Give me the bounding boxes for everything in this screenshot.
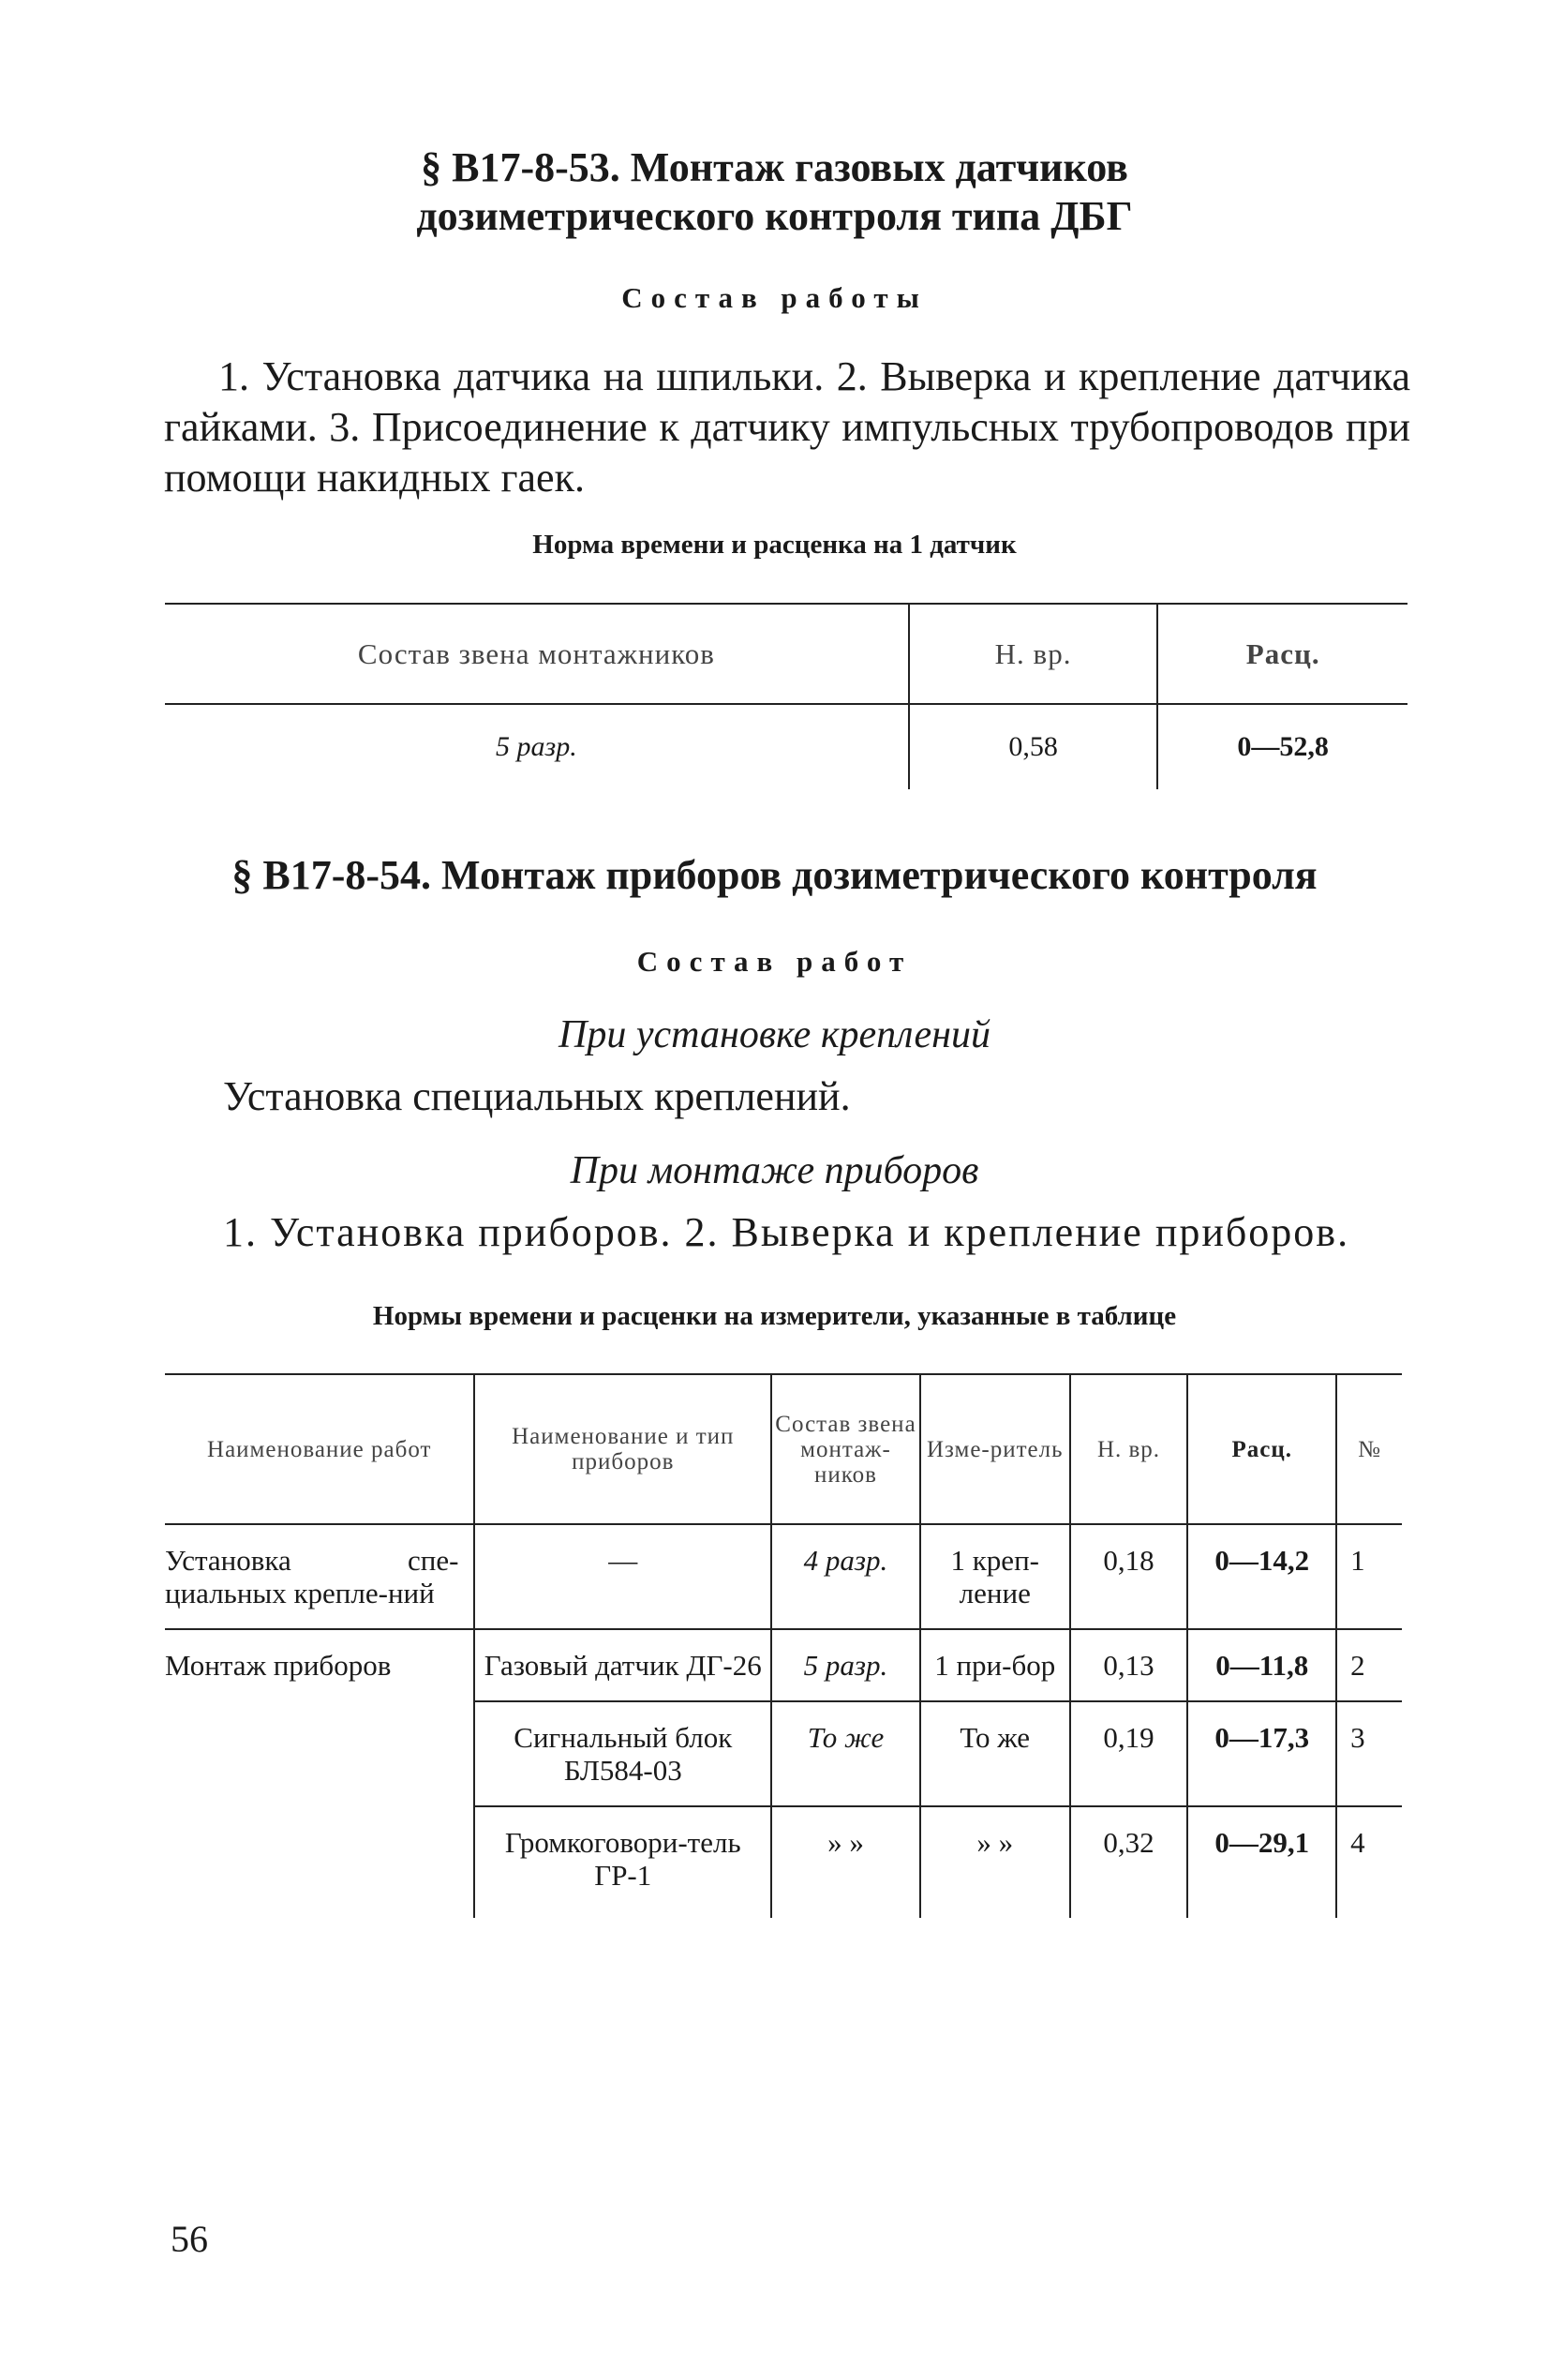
header-rate: Расц.: [1157, 604, 1408, 704]
cell-device-type: Громкоговори-тель ГР-1: [474, 1806, 771, 1918]
cell-rate: 0—29,1: [1187, 1806, 1336, 1918]
section-2-sub2-text: 1. Установка приборов. 2. Выверка и крепление приборов.: [223, 1209, 1350, 1255]
header-device-type: Наименование и тип приборов: [474, 1374, 771, 1524]
header-time-norm: Н. вр.: [1070, 1374, 1188, 1524]
cell-number: 3: [1336, 1701, 1402, 1806]
header-unit: Изме-ритель: [920, 1374, 1070, 1524]
cell-time-norm: 0,32: [1070, 1806, 1188, 1918]
cell-number: 1: [1336, 1524, 1402, 1629]
cell-rate: 0—11,8: [1187, 1629, 1336, 1701]
cell-crew: То же: [771, 1701, 920, 1806]
header-work-name: Наименование работ: [165, 1374, 474, 1524]
cell-crew: 5 разр.: [771, 1629, 920, 1701]
page-number: 56: [171, 2218, 208, 2260]
section-2-sub1-text: Установка специальных креплений.: [223, 1073, 851, 1119]
table-header-row: [165, 604, 1408, 704]
section-2-table-caption: Нормы времени и расценки на измерители, указанные в таблице: [372, 1301, 1177, 1331]
cell-unit: 1 креп-ление: [920, 1524, 1070, 1629]
table-row: [165, 1701, 1402, 1806]
cell-time-norm: 0,13: [1070, 1629, 1188, 1701]
cell-number: 2: [1336, 1629, 1402, 1701]
section-2-norms-table: [165, 1373, 1402, 1918]
cell-unit: » »: [920, 1806, 1070, 1918]
section-2-title: § В17-8-54. Монтаж приборов дозиметрического контроля: [231, 852, 1318, 898]
cell-work-name: Монтаж приборов: [165, 1649, 392, 1682]
cell-unit: 1 при-бор: [920, 1629, 1070, 1701]
cell-rate: 0—17,3: [1187, 1701, 1336, 1806]
section-2-sub1-heading: При установке креплений: [559, 1013, 990, 1056]
header-rate: Расц.: [1187, 1374, 1336, 1524]
cell-crew: 4 разр.: [771, 1524, 920, 1629]
section-1-norms-table: [165, 603, 1408, 789]
cell-device-type: —: [474, 1524, 771, 1629]
header-time-norm: Н. вр.: [909, 604, 1158, 704]
table-row: [165, 704, 1408, 789]
table-row: [165, 1806, 1402, 1918]
cell-crew: 5 разр.: [496, 731, 577, 762]
cell-work-name: [165, 1806, 474, 1918]
section-1-composition-text: 1. Установка датчика на шпильки. 2. Выверка и крепление датчика гайками. 3. Присоединение к датчику импульсных трубопроводов при помощи накидных гаек.: [164, 353, 1410, 501]
cell-rate: 0—52,8: [1157, 704, 1408, 789]
section-1-title-line-1: § В17-8-53. Монтаж газовых датчиков: [421, 144, 1128, 190]
cell-number: 4: [1336, 1806, 1402, 1918]
header-crew: Состав звена монтаж-ников: [771, 1374, 920, 1524]
section-2-sub2-heading: При монтаже приборов: [570, 1149, 979, 1192]
header-number: №: [1336, 1374, 1402, 1524]
cell-device-type: Сигнальный блок БЛ584-03: [474, 1701, 771, 1806]
section-1-title-line-2: дозиметрического контроля типа ДБГ: [416, 193, 1133, 239]
section-1-composition-heading: Состав работы: [621, 281, 928, 314]
cell-time-norm: 0,19: [1070, 1701, 1188, 1806]
cell-work-name: [165, 1701, 474, 1806]
cell-unit: То же: [920, 1701, 1070, 1806]
cell-rate: 0—14,2: [1187, 1524, 1336, 1629]
table-row: [165, 1629, 1402, 1701]
cell-time-norm: 0,58: [909, 704, 1158, 789]
header-crew: Состав звена монтажников: [165, 604, 909, 704]
section-2-composition-heading: Состав работ: [636, 945, 913, 978]
cell-device-type: Газовый датчик ДГ-26: [474, 1629, 771, 1701]
section-1-table-caption: Норма времени и расценка на 1 датчик: [532, 530, 1017, 560]
table-row: [165, 1524, 1402, 1629]
cell-crew: » »: [771, 1806, 920, 1918]
cell-time-norm: 0,18: [1070, 1524, 1188, 1629]
table-header-row: [165, 1374, 1402, 1524]
cell-work-name: Установка спе-циальных крепле-ний: [165, 1524, 474, 1629]
